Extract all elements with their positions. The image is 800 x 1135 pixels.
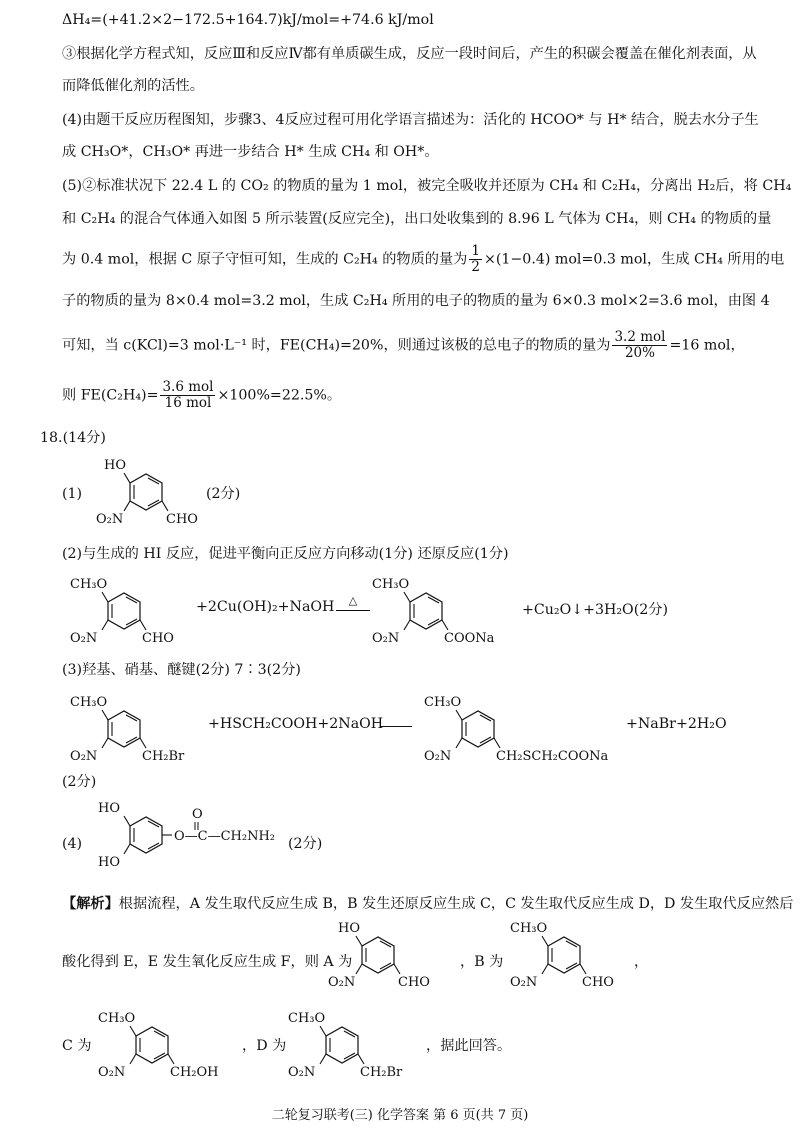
group-label: HO	[104, 458, 126, 473]
page-footer: 二轮复习联考(三) 化学答案 第 6 页(共 7 页)	[271, 1108, 529, 1123]
molecule-d-analysis	[284, 1008, 434, 1092]
analysis-line	[62, 894, 793, 914]
frac-den: 20%	[624, 345, 655, 361]
group-label: O₂N	[288, 1065, 316, 1080]
group-label: HO	[98, 855, 120, 870]
text-line: (3)羟基、硝基、醚键(2分) 7∶3(2分)	[62, 662, 301, 678]
text-part: ×100%=22.5%。	[217, 387, 342, 404]
group-label: O—C—CH₂NH₂	[174, 829, 276, 844]
text-line: 成 CH₃O*，CH₃O* 再进一步结合 H* 生成 CH₄ 和 OH*。	[62, 144, 439, 160]
text-line: (5)②标准状况下 22.4 L 的 CO₂ 的物质的量为 1 mol，被完全吸收并还原为 CH₄ 和 C₂H₄，分离出 H₂后，将 CH₄	[62, 178, 792, 194]
text-line: 而降低催化剂的活性。	[62, 78, 204, 94]
group-label: CHO	[166, 512, 198, 527]
reactants: +HSCH₂COOH+2NaOH	[208, 716, 384, 732]
group-label: CHO	[398, 975, 430, 990]
question-18-header: 18.(14分)	[40, 430, 106, 446]
molecule-c-analysis	[94, 1008, 244, 1092]
heat-symbol: △	[348, 594, 358, 607]
text-line: ③根据化学方程式知，反应Ⅲ和反应Ⅳ都有单质碳生成，反应一段时间后，产生的积碳会覆盖在催化剂表面，从	[62, 46, 757, 62]
frac-den: 2	[471, 259, 480, 275]
reaction-arrow	[336, 601, 370, 611]
text-part: ，D 为	[242, 1038, 287, 1054]
products: +Cu₂O↓+3H₂O(2分)	[522, 602, 668, 618]
text-part: 则 FE(C₂H₄)=	[62, 387, 159, 404]
fraction-electrons	[612, 330, 667, 361]
text-part: =16 mol，	[669, 337, 745, 354]
group-label: O₂N	[70, 749, 98, 764]
text-part: 根据流程，A 发生取代反应生成 B，B 发生还原反应生成 C，C 发生取代反应生成 D，D 发生取代反应然后	[118, 896, 794, 912]
part-4-label: (4)	[62, 836, 83, 852]
text-part: 酸化得到 E，E 发生氧化反应生成 F，则 A 为	[62, 954, 353, 970]
molecule-b	[66, 574, 206, 658]
group-label: O₂N	[424, 749, 452, 764]
group-label: O₂N	[98, 1065, 126, 1080]
group-label: O₂N	[96, 512, 124, 527]
product-thioether	[420, 692, 620, 776]
group-label: CH₂OH	[170, 1065, 219, 1080]
reactants: +2Cu(OH)₂+NaOH	[196, 599, 335, 615]
text-part: 可知，当 c(KCl)=3 mol·L⁻¹ 时，FE(CH₄)=20%，则通过该极的总电子的物质的量为	[62, 337, 611, 354]
group-label: O₂N	[328, 975, 356, 990]
text-part: ，B 为	[460, 954, 504, 970]
group-label: CH₃O	[288, 1011, 326, 1026]
group-label: CH₃O	[424, 695, 462, 710]
text-part: ，据此回答。	[426, 1038, 512, 1054]
frac-num: 1	[471, 243, 480, 259]
group-label: CH₃O	[70, 695, 108, 710]
text-part: ，	[634, 954, 649, 970]
text-line: (4)由题干反应历程图知，步骤3、4反应过程可用化学语言描述为：活化的 HCOO* 与 H* 结合，脱去水分子生	[62, 112, 759, 128]
group-label: CH₃O	[70, 577, 108, 592]
group-label: O₂N	[372, 631, 400, 646]
group-label: CH₃O	[98, 1011, 136, 1026]
fraction-fe	[160, 380, 215, 411]
group-label: CH₃O	[372, 577, 410, 592]
group-label: CHO	[142, 631, 174, 646]
text-line: (2)与生成的 HI 反应，促进平衡向正反应方向移动(1分) 还原反应(1分)	[62, 546, 509, 562]
text-part: 为 0.4 mol，根据 C 原子守恒可知，生成的 C₂H₄ 的物质的量为	[62, 251, 468, 268]
products: +NaBr+2H₂O	[626, 716, 727, 732]
frac-num: 3.6 mol	[162, 379, 214, 395]
reaction-arrow	[380, 718, 412, 727]
fraction-half	[469, 244, 482, 275]
molecule-b-analysis	[506, 918, 649, 1002]
score-label: (2分)	[62, 774, 97, 790]
text-line: 和 C₂H₄ 的混合气体通入如图 5 所示装置(反应完全)，出口处收集到的 8.96 L 气体为 CH₄，则 CH₄ 的物质的量	[62, 211, 772, 227]
molecule-a-analysis	[320, 918, 450, 1002]
frac-den: 16 mol	[164, 395, 212, 411]
product-sodium-carboxylate	[368, 574, 528, 658]
group-label: O	[192, 807, 203, 822]
group-label: CH₂Br	[360, 1065, 403, 1080]
group-label: CH₃O	[510, 921, 548, 936]
text-part: C 为	[62, 1038, 92, 1054]
group-label: CHO	[582, 975, 614, 990]
group-label: HO	[338, 921, 360, 936]
text-line: 子的物质的量为 8×0.4 mol=3.2 mol，生成 C₂H₄ 所用的电子的物质的量为 6×0.3 mol×2=3.6 mol，由图 4	[62, 293, 770, 309]
score-label: (2分)	[206, 486, 241, 502]
text-line-frac	[62, 380, 341, 411]
score-label: (2分)	[288, 836, 323, 852]
text-line-frac	[62, 244, 784, 275]
analysis-tag: 【解析】	[62, 896, 119, 912]
molecule-d	[66, 692, 216, 776]
molecule-a	[88, 455, 218, 539]
group-label: CH₂SCH₂COONa	[496, 749, 609, 764]
frac-num: 3.2 mol	[614, 329, 666, 345]
dh4-line: ΔH₄=(+41.2×2−172.5+164.7)kJ/mol=+74.6 kJ/mol	[62, 12, 434, 28]
part-1-label: (1)	[62, 486, 83, 502]
text-part: ×(1−0.4) mol=0.3 mol，生成 CH₄ 所用的电	[483, 251, 785, 268]
group-label: COONa	[444, 631, 495, 646]
group-label: CH₂Br	[142, 749, 185, 764]
text-line-frac	[62, 330, 745, 361]
group-label: HO	[98, 801, 120, 816]
group-label: O₂N	[70, 631, 98, 646]
group-label: O₂N	[510, 975, 538, 990]
